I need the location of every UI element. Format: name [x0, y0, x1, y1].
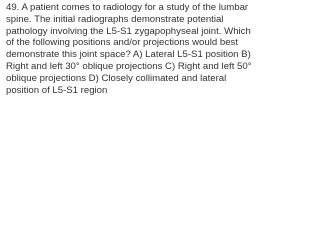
question-text: 49. A patient comes to radiology for a study of the lumbar spine. The initial radiographs demonstrate potential pathology involving the L5-S1 zygapophyseal joint. Which of the following positions and/or projections would best demonstrate this joint space? A) Lateral L5-S1 position B) Right and left 30° oblique projections C) Right and left 50° oblique projections D) Closely collimated and lateral position of L5-S1 region [6, 2, 252, 96]
